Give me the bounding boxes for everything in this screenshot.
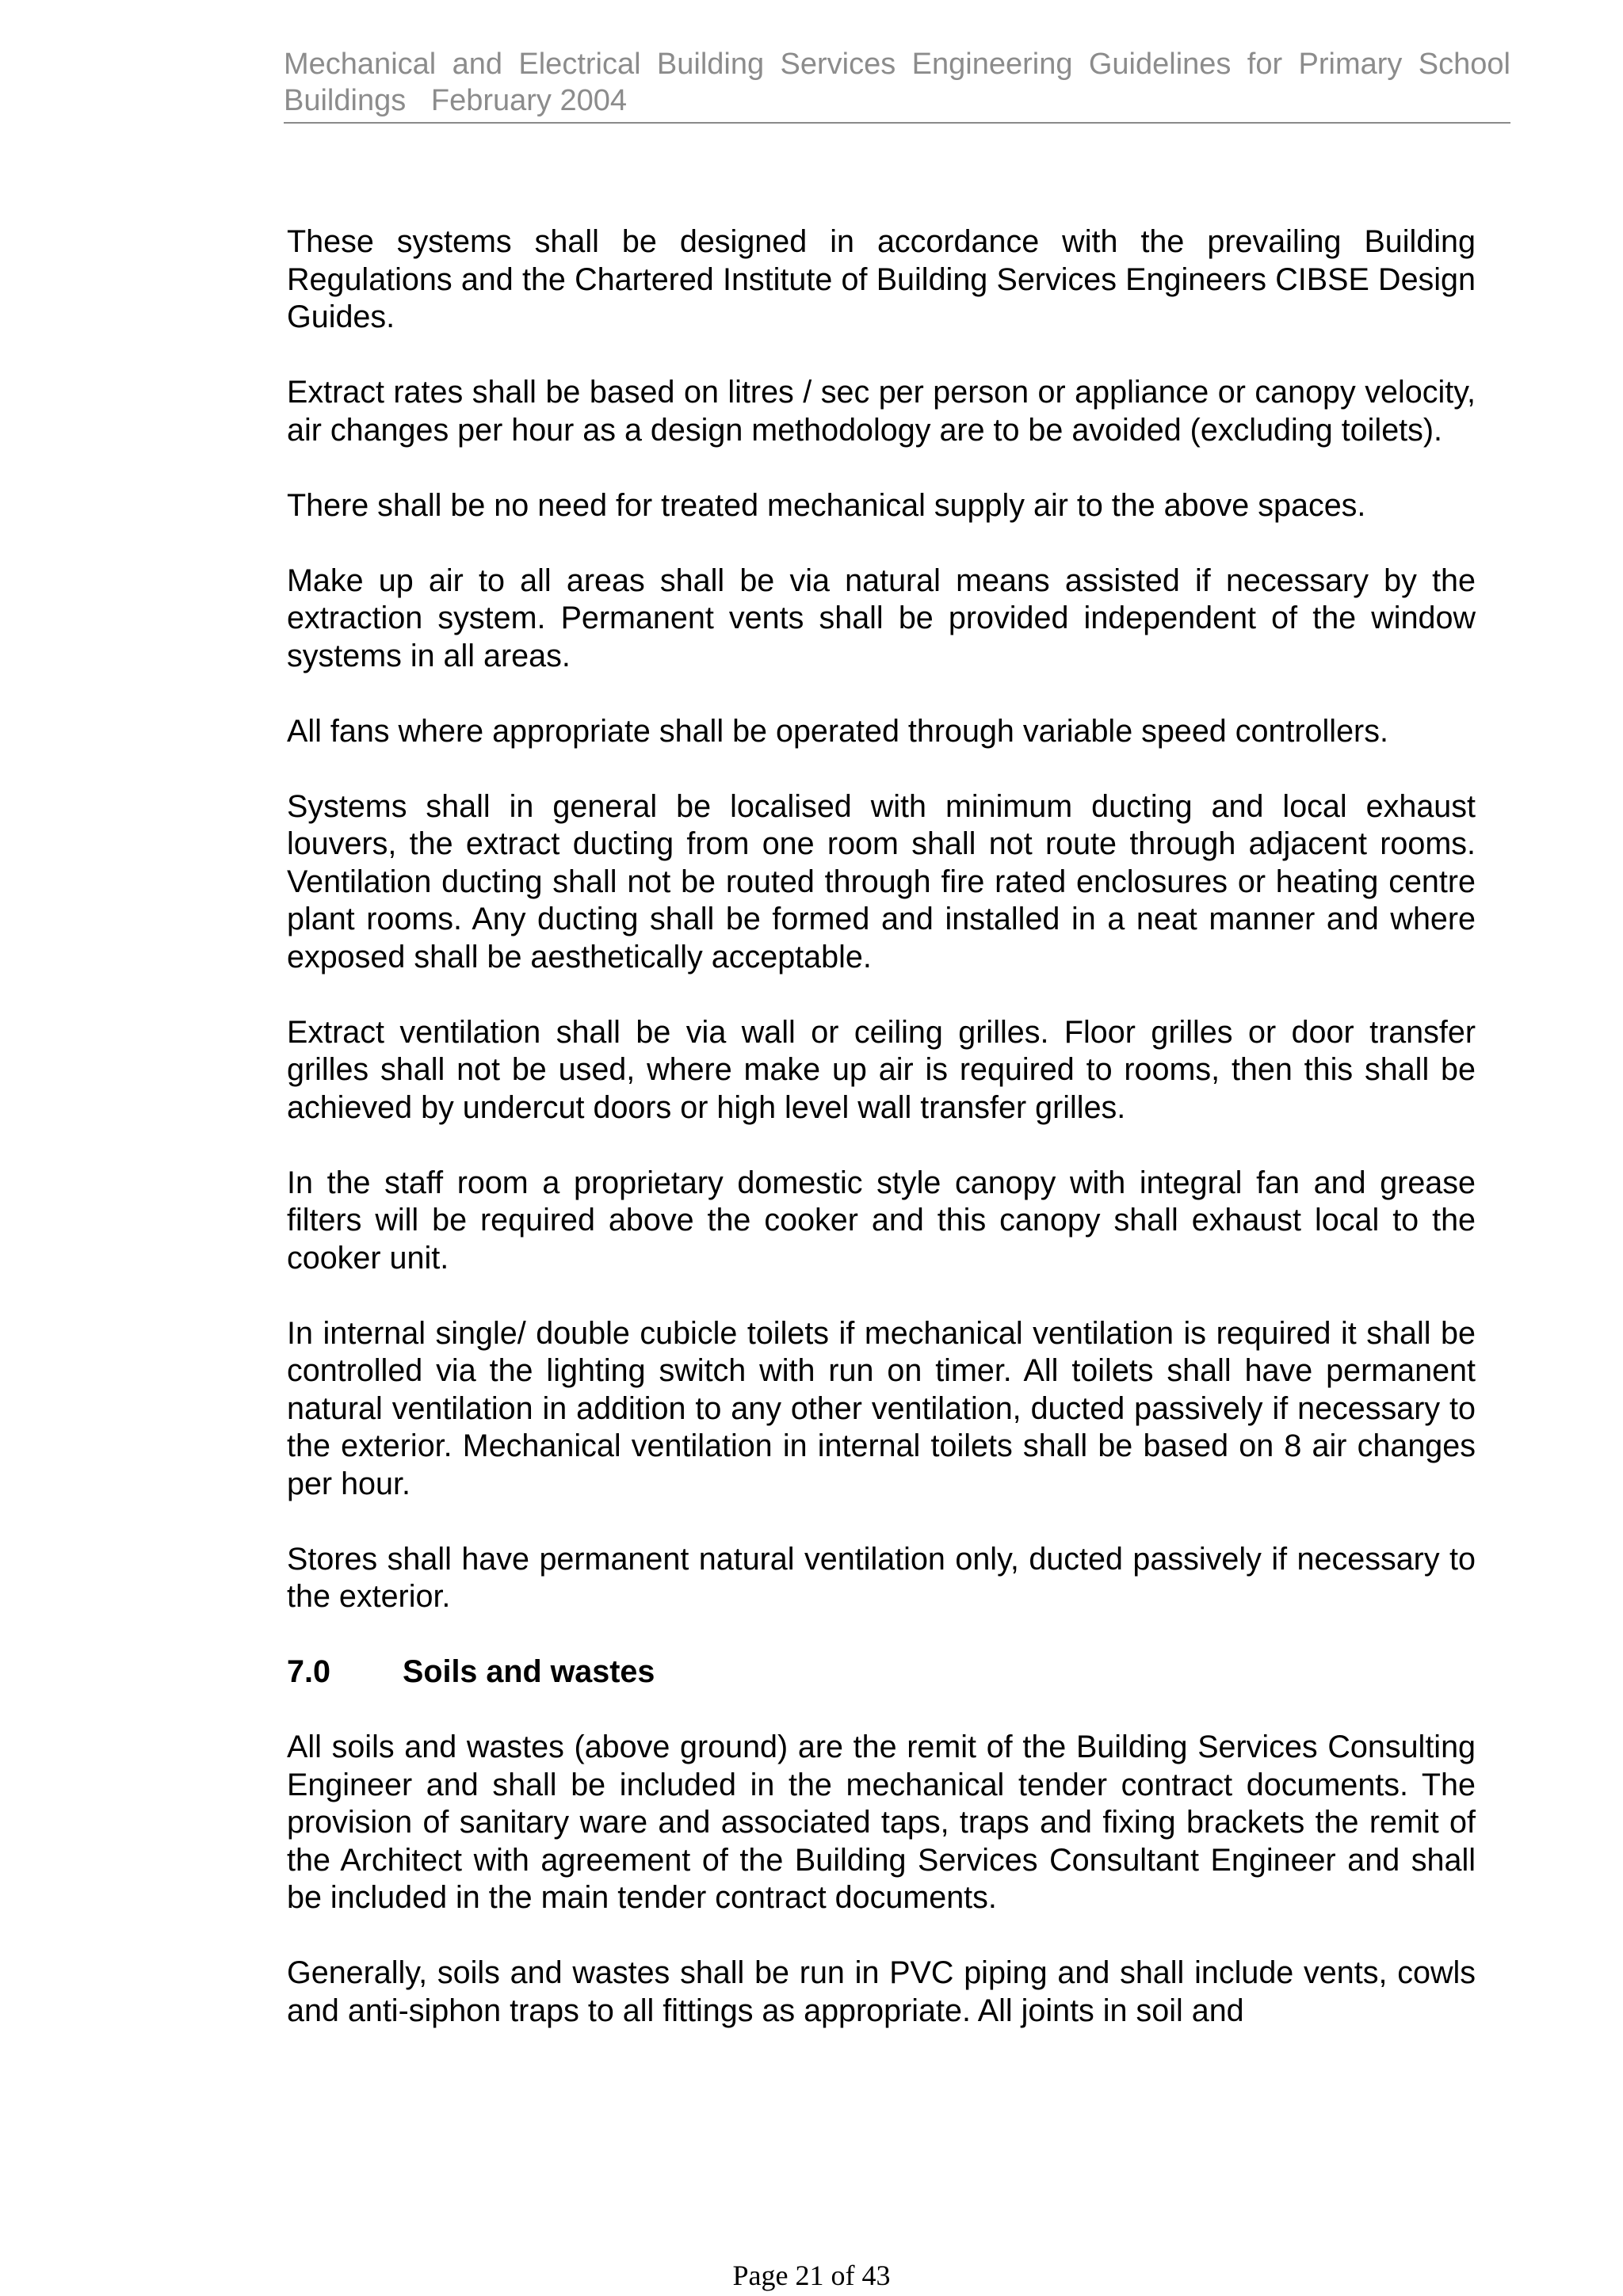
section-heading [287,1653,1476,1691]
paragraph-supply-air: There shall be no need for treated mechanical supply air to the above spaces. [287,487,1366,523]
paragraph-grilles: Extract ventilation shall be via wall or ceiling grilles. Floor grilles or door transfer grilles shall not be used, where make up air is required to rooms, then this shall be achieved by undercut doors or high level wall transfer grilles. [287,1014,1476,1125]
paragraph-stores: Stores shall have permanent natural ventilation only, ducted passively if necessary to the exterior. [287,1541,1476,1614]
paragraph-soils-remit: All soils and wastes (above ground) are the remit of the Building Services Consulting Engineer and shall be included in the mechanical tender contract documents. The provision of sanitary ware and associated taps, traps and fixing brackets the remit of the Architect with agreement of the Building Services Consultant Engineer and shall be included in the main tender contract documents. [287,1730,1476,1915]
paragraph-design-standards: These systems shall be designed in accordance with the prevailing Building Regulations and the Chartered Institute of Building Services Engineers CIBSE Design Guides. [287,224,1476,334]
section-number: 7.0 [287,1654,330,1689]
running-header [284,46,1510,124]
paragraph-ducting: Systems shall in general be localised with minimum ducting and local exhaust louvers, the extract ducting from one room shall not route through adjacent rooms. Ventilation ducting shall not be routed through fire rated enclosures or heating centre plant rooms. Any ducting shall be formed and installed in a neat manner and where exposed shall be aesthetically acceptable. [287,788,1476,974]
body-text [287,223,1476,2068]
paragraph-pvc-piping: Generally, soils and wastes shall be run in PVC piping and shall include vents, cowls and anti-siphon traps to all fittings as appropriate. All joints in soil and [287,1955,1476,2028]
page-number: Page 21 of 43 [732,2260,891,2291]
header-title-line-1: Mechanical and Electrical Building Services Engineering Guidelines for Primary School [284,48,1510,81]
header-title-line-2: Buildings February 2004 [284,84,628,117]
paragraph-make-up-air: Make up air to all areas shall be via natural means assisted if necessary by the extraction system. Permanent vents shall be provided independent of the window systems in all areas. [287,563,1476,673]
paragraph-extract-rates: Extract rates shall be based on litres / sec per person or appliance or canopy velocity, air changes per hour as a design methodology are to be avoided (excluding toilets). [287,375,1476,448]
paragraph-fans: All fans where appropriate shall be operated through variable speed controllers. [287,713,1388,749]
paragraph-staff-room-canopy: In the staff room a proprietary domestic style canopy with integral fan and grease filters will be required above the cooker and this canopy shall exhaust local to the cooker unit. [287,1165,1476,1276]
section-title: Soils and wastes [403,1654,655,1689]
paragraph-toilets: In internal single/ double cubicle toilets if mechanical ventilation is required it shall be controlled via the lighting switch with run on timer. All toilets shall have permanent natural ventilation in addition to any other ventilation, ducted passively if necessary to the exterior. Mechanical ventilation in internal toilets shall be based on 8 air changes per hour. [287,1315,1476,1501]
